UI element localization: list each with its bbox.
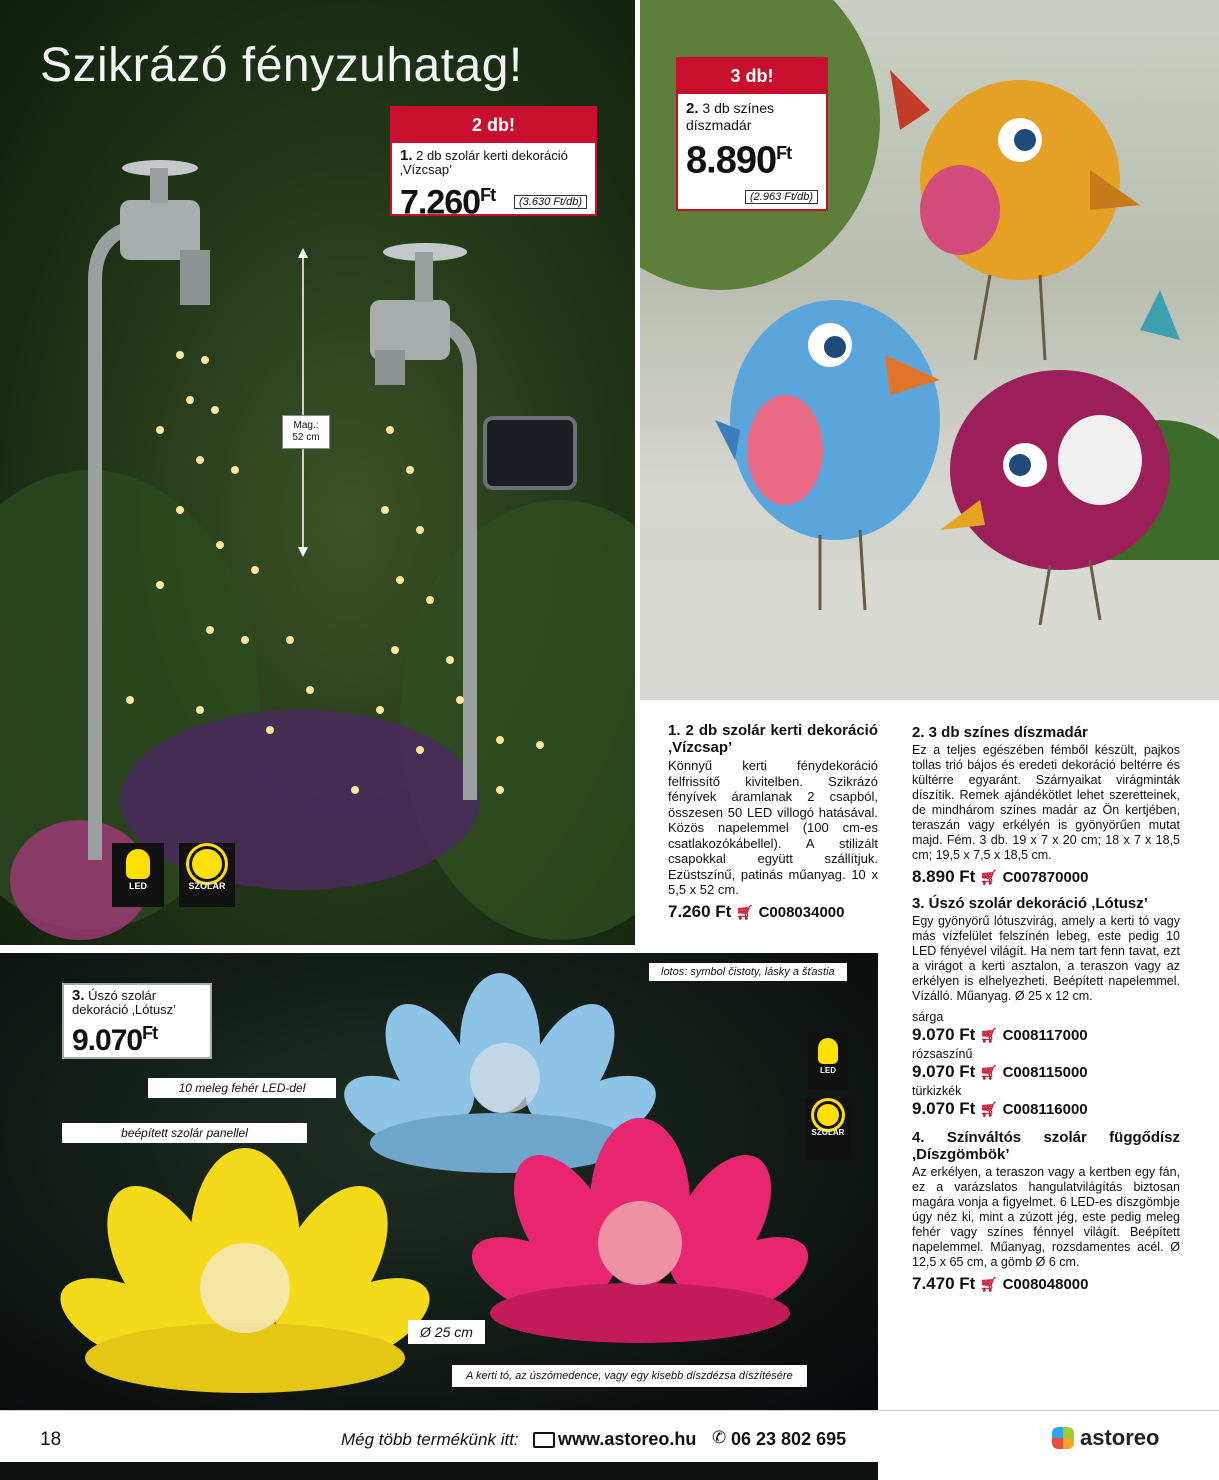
- brand-name: astoreo: [1080, 1425, 1160, 1450]
- product-price-line: [668, 901, 878, 921]
- led-badge: [112, 843, 164, 907]
- product-price: 7.470 Ft: [912, 1274, 976, 1293]
- cart-icon: 🛒︎: [980, 1064, 998, 1080]
- cart-icon: 🛒︎: [980, 869, 998, 885]
- product-title: 1. 2 db szolár kerti dekoráció ‚Vízcsap’: [668, 722, 878, 756]
- height-label: Mag.: 52 cm: [282, 415, 330, 449]
- usage-label: A kerti tó, az úszómedence, vagy egy kisebb díszdézsa díszítésére: [452, 1365, 807, 1387]
- price-box-lotus: [62, 983, 212, 1059]
- product-body: Könnyű kerti fénydekoráció felfrissítő kivitelben. Szikrázó fényívek áramlanak 2 csapból, összesen 50 LED villogó hatásával. Közös napelemmel (100 cm-es csatlakozókábellel). A stilizált csapokkal együtt szállítjuk. Ezüstszínű, patinás műanyag. 10 x 5,5 x 52 cm.: [668, 758, 878, 897]
- cart-icon: 🛒︎: [980, 1101, 998, 1117]
- price-currency: Ft: [480, 185, 496, 205]
- price-main: [678, 133, 826, 181]
- sun-icon: [192, 849, 222, 879]
- cart-icon: 🛒︎: [980, 1027, 998, 1043]
- item-number: 2.: [686, 100, 699, 117]
- lightbulb-icon: [126, 849, 150, 879]
- product-price-line: [912, 1101, 1180, 1117]
- diameter-label: Ø 25 cm: [408, 1320, 485, 1344]
- lightbulb-icon: [818, 1038, 838, 1064]
- price-value: 9.070: [72, 1024, 143, 1057]
- led-badge-label: LED: [129, 881, 147, 891]
- price-main: [64, 1017, 210, 1057]
- product-price-line: [912, 869, 1180, 885]
- product-code: C007870000: [1002, 869, 1089, 886]
- cart-icon: 🛒︎: [980, 1276, 998, 1292]
- price-box-desc: [64, 985, 210, 1017]
- unit-price: (3.630 Ft/db): [514, 195, 587, 209]
- item-desc: 3 db színes díszmadár: [686, 100, 775, 133]
- solar-panel-label: beépített szolár panellel: [62, 1123, 307, 1143]
- led-count-label: 10 meleg fehér LED-del: [148, 1078, 336, 1098]
- solar-badge-label: SZOLÁR: [811, 1128, 845, 1137]
- product-price: 9.070 Ft: [912, 1025, 976, 1044]
- unit-price: (2.963 Ft/db): [745, 190, 818, 204]
- footer-divider: [0, 1410, 1219, 1411]
- price-box-faucet: [390, 106, 597, 222]
- item-number: 3.: [72, 987, 85, 1004]
- product-title: 2. 3 db színes díszmadár: [912, 724, 1088, 741]
- solar-badge-label: SZOLÁR: [188, 881, 226, 891]
- product-code: C008115000: [1002, 1064, 1088, 1081]
- product-code: C008048000: [1002, 1276, 1089, 1293]
- solar-badge: [805, 1098, 851, 1160]
- phone-link[interactable]: 06 23 802 695: [731, 1429, 847, 1449]
- product-title: 4. Színváltós szolár függődísz ‚Díszgömbök’: [912, 1129, 1180, 1163]
- item-desc: Úszó szolár dekoráció ‚Lótusz’: [72, 988, 177, 1017]
- product-2-description: [912, 724, 1180, 1302]
- variant-color: rózsaszínű: [912, 1047, 973, 1061]
- product-body: Az erkélyen, a teraszon vagy a kertben egy fán, ez a varázslatos hangulatvilágítás biztosan magára vonja a figyelmet. 6 LED-es díszgömbje úgy néz ki, mint a zúzott jég, este pedig meleg fehér vagy színes fénnyel világít. Beépített napelemmel. Műanyag, rozsdamentes acél. Ø 12,5 x 65 cm, a gömb Ø 6 cm.: [912, 1165, 1180, 1269]
- page-number: 18: [40, 1429, 62, 1450]
- price-box-desc: [678, 94, 826, 133]
- product-title: 3. Úszó szolár dekoráció ‚Lótusz’: [912, 895, 1148, 912]
- price-value: 8.890: [686, 139, 777, 182]
- sun-icon: [817, 1104, 839, 1126]
- variant-color: sárga: [912, 1010, 944, 1024]
- astoreo-logo-icon: [1052, 1427, 1074, 1449]
- product-1-description: [668, 722, 878, 930]
- quantity-tag: 2 db!: [392, 108, 595, 143]
- product-price: 9.070 Ft: [912, 1062, 976, 1081]
- product-code: C008116000: [1002, 1101, 1088, 1118]
- price-value: 7.260: [400, 183, 481, 222]
- cart-icon: 🛒︎: [736, 903, 754, 920]
- monitor-icon: [533, 1432, 555, 1448]
- item-desc: 2 db szolár kerti dekoráció ‚Vízcsap’: [400, 148, 568, 177]
- page-footer: [0, 1425, 1219, 1455]
- phone-icon: ✆: [712, 1428, 727, 1447]
- more-products-text: Még több termékünk itt:: [341, 1430, 519, 1449]
- variant-color: türkizkék: [912, 1084, 962, 1098]
- item-number: 1.: [400, 147, 413, 164]
- led-badge: [808, 1032, 848, 1090]
- product-body: Ez a teljes egészében fémből készült, pajkos tollas trió bájos és eredeti dekoráció beltérre és kültérre egyaránt. Szárnyaikat virágminták díszítik. Remek ajándékötlet lehet szeretteinek, de mindhárom színes madár az Ön kertjében, teraszán vagy erkélyén is gyönyörűen mutat majd. Fém. 3 db. 19 x 7 x 20 cm; 18 x 7 x 18,5 cm; 19,5 x 7,5 x 18,5 cm.: [912, 743, 1180, 862]
- page-headline: Szikrázó fényzuhatag!: [40, 39, 523, 92]
- product-code: C008034000: [758, 903, 845, 921]
- lotus-symbol-label: lotos: symbol čistoty, lásky a šťastia: [649, 963, 847, 981]
- price-currency: Ft: [776, 143, 792, 163]
- product-code: C008117000: [1002, 1027, 1088, 1044]
- product-price: 7.260 Ft: [668, 901, 732, 921]
- price-currency: Ft: [142, 1023, 158, 1043]
- bottom-photo-strip: [0, 1462, 878, 1480]
- website-link[interactable]: www.astoreo.hu: [558, 1429, 697, 1449]
- price-box-birds: [676, 57, 828, 211]
- led-badge-label: LED: [820, 1066, 836, 1075]
- product-body: Egy gyönyörű lótuszvirág, amely a kerti tó vagy más vízfelület felszínén lebeg, este pedig 10 LED fényével világít. Ha nem tart fenn tavat, ezt a virágot a kerti asztalon, a teraszon vagy az erkélyen is elhelyezheti. Beépített napelemmel. Vízálló. Műanyag. Ø 25 x 12 cm.: [912, 914, 1180, 1003]
- price-box-desc: [392, 143, 595, 177]
- solar-badge: [179, 843, 235, 907]
- product-price-line: [912, 1027, 1180, 1043]
- product-price-line: [912, 1276, 1180, 1292]
- product-price-line: [912, 1064, 1180, 1080]
- product-price: 9.070 Ft: [912, 1099, 976, 1118]
- product-price: 8.890 Ft: [912, 867, 976, 886]
- quantity-tag: 3 db!: [678, 59, 826, 94]
